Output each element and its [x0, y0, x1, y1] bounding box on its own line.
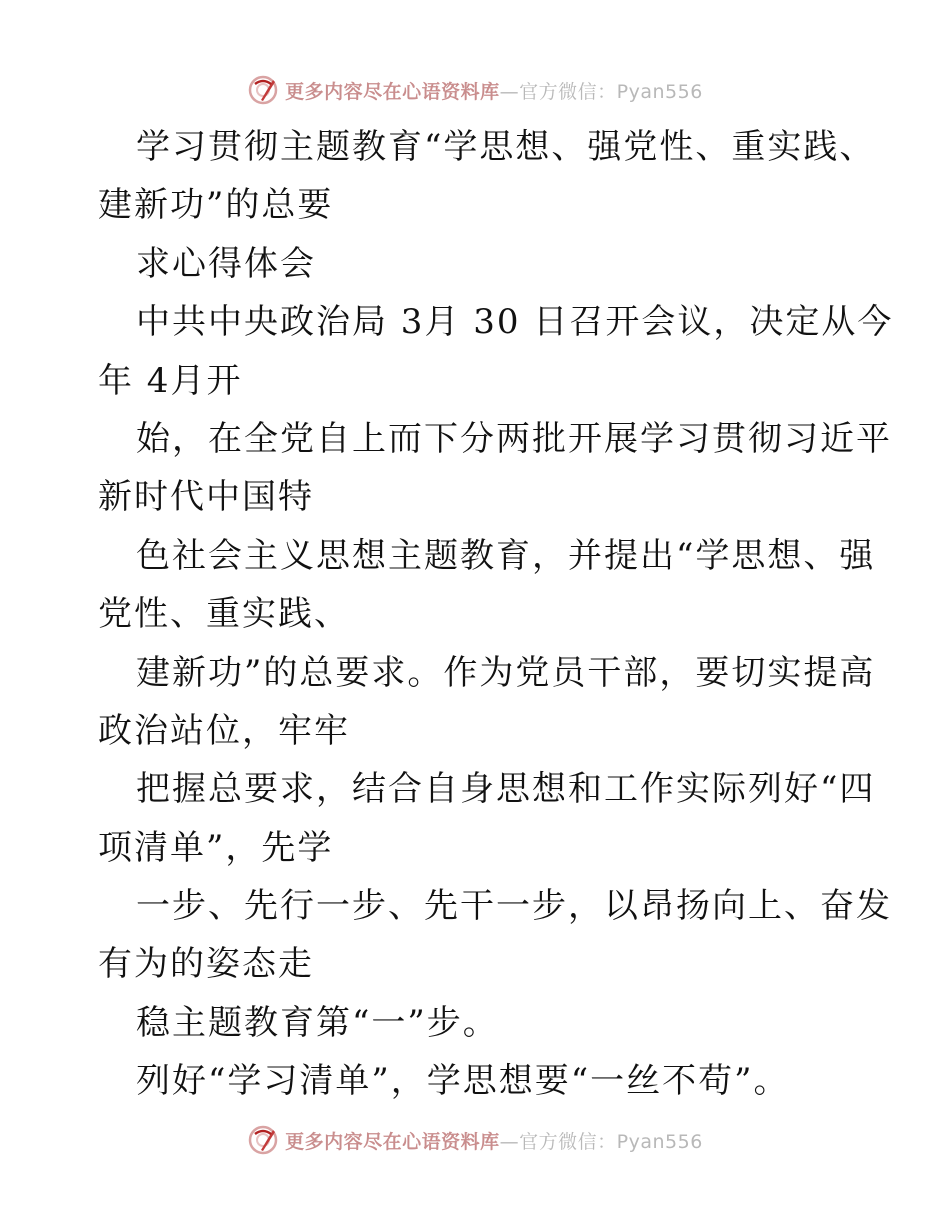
text-line: 始，在全党自上而下分两批开展学习贯彻习近平 — [136, 418, 892, 459]
watermark-rest: —官方微信：Pyan556 — [499, 80, 703, 103]
text-line: 中共中央政治局 3月 30 日召开会议，决定从今 — [136, 302, 894, 343]
watermark-text — [285, 1127, 703, 1154]
watermark-main: 更多内容尽在心语资料库 — [285, 80, 500, 103]
text-line: 政治站位，牢牢 — [98, 710, 350, 751]
text-line: 一步、先行一步、先干一步，以昂扬向上、奋发 — [136, 886, 892, 927]
text-line: 列好“学习清单”，学思想要“一丝不苟”。 — [136, 1061, 790, 1102]
text-line: 项清单”，先学 — [98, 827, 334, 868]
text-line: 建新功”的总要 — [98, 185, 334, 226]
logo-icon — [247, 74, 279, 106]
footer-watermark — [0, 1120, 950, 1160]
document-body — [98, 118, 894, 1111]
logo-icon — [247, 1124, 279, 1156]
header-watermark — [0, 70, 950, 110]
text-line: 求心得体会 — [136, 243, 316, 284]
text-line: 新时代中国特 — [98, 477, 314, 518]
text-line: 党性、重实践、 — [98, 594, 350, 635]
text-line: 有为的姿态走 — [98, 944, 314, 985]
text-line: 学习贯彻主题教育“学思想、强党性、重实践、 — [136, 127, 876, 167]
watermark-main: 更多内容尽在心语资料库 — [285, 1130, 500, 1153]
text-line: 色社会主义思想主题教育，并提出“学思想、强 — [136, 535, 876, 576]
watermark-rest: —官方微信：Pyan556 — [499, 1130, 703, 1153]
text-line: 把握总要求，结合自身思想和工作实际列好“四 — [136, 769, 876, 810]
text-line: 稳主题教育第“一”步。 — [136, 1002, 499, 1043]
text-line: 年 4月开 — [98, 360, 243, 401]
watermark-text — [285, 77, 703, 104]
text-line: 建新功”的总要求。作为党员干部，要切实提高 — [136, 652, 876, 693]
